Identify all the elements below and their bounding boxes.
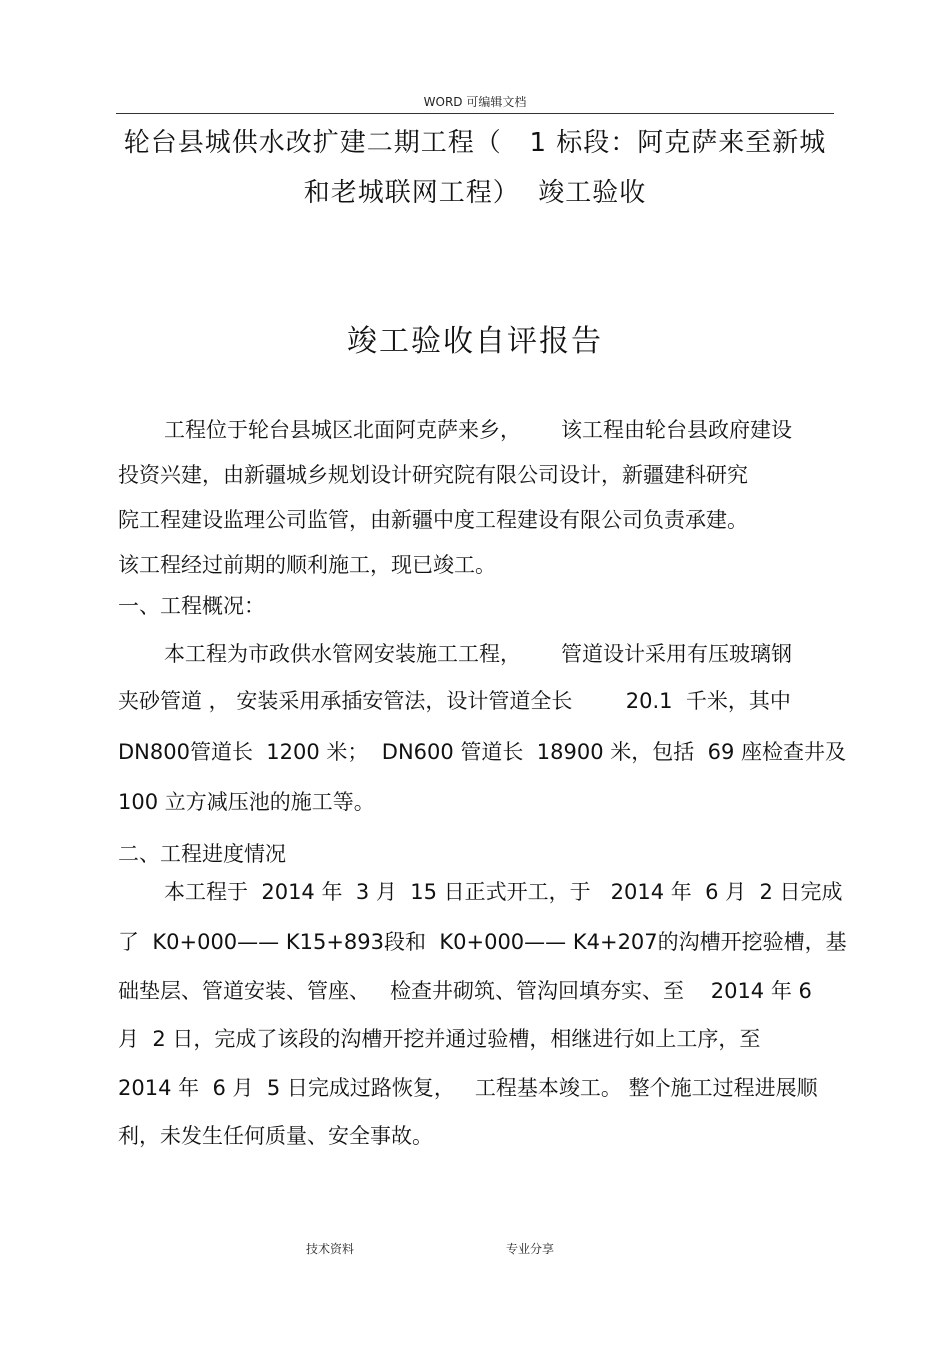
- body-line: 该工程经过前期的顺利施工，现已竣工。: [118, 553, 496, 577]
- body-line: DN800管道长 1200 米； DN600 管道长 18900 米，包括 69 座检查井及: [118, 740, 846, 764]
- section-heading: 一、工程概况：: [118, 594, 265, 618]
- header-divider: [116, 113, 834, 114]
- body-line: 工程位于轮台县城区北面阿克萨来乡， 该工程由轮台县政府建设: [164, 418, 793, 442]
- document-title-line-1: 轮台县城供水改扩建二期工程（ 1 标段：阿克萨来至新城: [123, 128, 827, 158]
- footer-right: 专业分享: [506, 1242, 555, 1256]
- report-subtitle: 竣工验收自评报告: [347, 324, 603, 359]
- section-heading: 二、工程进度情况: [118, 842, 286, 866]
- body-line: 100 立方减压池的施工等。: [118, 790, 375, 814]
- body-line: 本工程为市政供水管网安装施工工程， 管道设计采用有压玻璃钢: [164, 642, 793, 666]
- footer-left: 技术资料: [306, 1242, 355, 1256]
- page-header: WORD 可编辑文档: [423, 95, 527, 109]
- document-title-line-2: 和老城联网工程） 竣工验收: [303, 178, 647, 208]
- body-line: 夹砂管道 ， 安装采用承插安管法，设计管道全长 20.1 千米，其中: [118, 689, 791, 713]
- body-line: 月 2 日，完成了该段的沟槽开挖并通过验槽，相继进行如上工序，至: [118, 1027, 761, 1051]
- body-line: 投资兴建，由新疆城乡规划设计研究院有限公司设计，新疆建科研究: [118, 463, 748, 487]
- body-line: 利，未发生任何质量、安全事故。: [118, 1124, 433, 1148]
- body-line: 了 K0+000—— K15+893段和 K0+000—— K4+207的沟槽开挖验槽，基: [118, 930, 847, 954]
- body-line: 2014 年 6 月 5 日完成过路恢复， 工程基本竣工。 整个施工过程进展顺: [118, 1076, 818, 1100]
- body-line: 础垫层、管道安装、管座、 检查井砌筑、管沟回填夯实、至 2014 年 6: [118, 979, 812, 1003]
- body-line: 院工程建设监理公司监管，由新疆中度工程建设有限公司负责承建。: [118, 508, 748, 532]
- body-line: 本工程于 2014 年 3 月 15 日正式开工，于 2014 年 6 月 2 日完成: [164, 880, 843, 904]
